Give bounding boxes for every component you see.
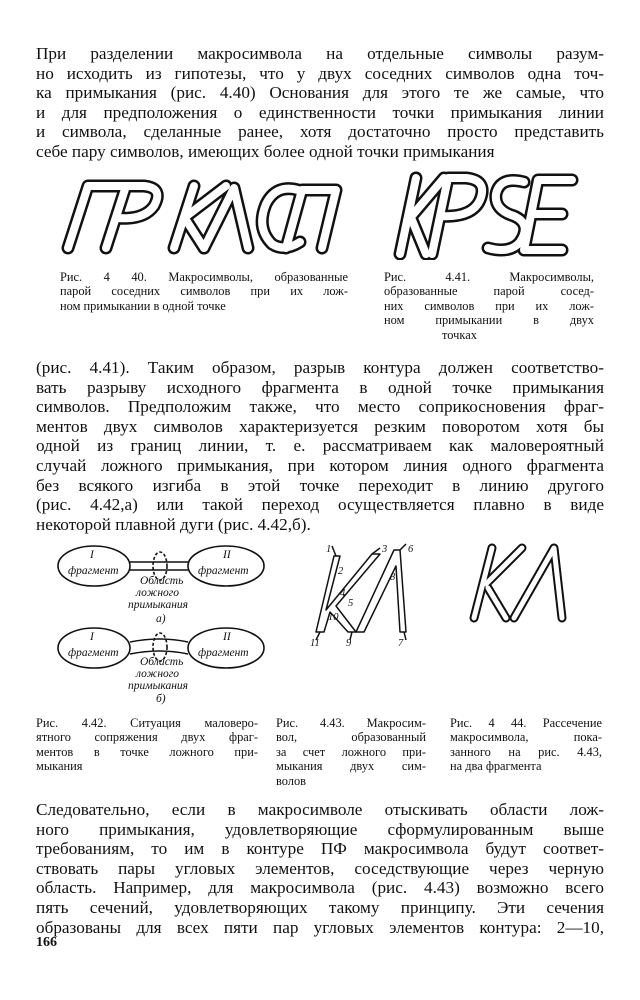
arrow-6 [400, 544, 406, 550]
text-line: некоторой плавной дуги (рис. 4.42,б). [36, 514, 311, 534]
caption-figure-4-40 [60, 270, 348, 313]
text-line: вать разрыву исходного фрагмента в одной точке примыкания [36, 377, 604, 397]
region-label-b-1: Область [140, 656, 184, 668]
fragment-roman-1-b: I [90, 631, 94, 643]
text-line: область. Например, для макросимвола (рис. 4.43) возможно всего [36, 878, 604, 898]
caption-line: Рис. 4 44. Рассечение [450, 716, 602, 730]
caption-line: ном примыкании в одной точке [60, 298, 226, 313]
label-7: 7 [398, 638, 404, 648]
text-line: При разделении макросимвола на отдельные символы разум- [36, 44, 604, 63]
label-8: 8 [390, 572, 396, 583]
caption-figure-4-43 [276, 716, 426, 788]
region-label-b-3: примыкания [128, 680, 189, 692]
caption-line: занного на рис. 4.43, [450, 744, 602, 759]
text-line: (рис. 4.41). Таким образом, разрыв контура должен соответство- [36, 358, 604, 377]
caption-line: вол, образованный [276, 730, 426, 745]
text-line: ного примыкания, удовлетворяющие сформулированным выше [36, 819, 604, 839]
fragment-k-leg-inner [488, 588, 506, 618]
figure-4-44-drawing [462, 540, 582, 630]
label-11: 11 [310, 638, 320, 648]
region-label-a-1: Область [140, 575, 184, 587]
arrow-7 [404, 632, 406, 640]
caption-line: волов [276, 773, 307, 788]
fragment-label-a-right: фрагмент [198, 565, 249, 577]
caption-line: Рис. 4 40. Макросимволы, образованные [60, 270, 348, 284]
text-line: себе пару символов, имеющих более одной точки примыкания [36, 141, 495, 161]
fragment-label-b-right: фрагмент [198, 647, 249, 659]
label-4: 4 [340, 588, 346, 599]
text-line: и символа, сделанные ранее, хотя достаточно просто представить [36, 122, 604, 142]
fragment-label-b-left: фрагмент [68, 647, 119, 659]
caption-line: на два фрагмента [450, 759, 542, 774]
label-9: 9 [346, 638, 352, 648]
arrow-3 [372, 548, 380, 554]
page-number: 166 [36, 935, 57, 950]
caption-figure-4-44 [450, 716, 602, 774]
caption-line: Рис. 4.41. Макросимволы, [384, 270, 594, 284]
caption-line: макросимвола, пока- [450, 730, 602, 745]
label-1: 1 [326, 544, 332, 555]
figure-4-40-41-drawing [36, 168, 604, 260]
caption-line: мыкания [36, 759, 83, 774]
region-label-a-2: ложного [136, 587, 180, 599]
label-10: 10 [328, 612, 339, 623]
macrosymbol-inner-group [68, 178, 572, 254]
caption-line: парой соседних символов при их лож- [60, 284, 348, 299]
text-line: символов. Предположим также, что место соприкосновения фраг- [36, 397, 604, 417]
caption-line: точках [442, 327, 477, 342]
region-label-a-3: примыкания [128, 599, 189, 611]
fragment-roman-2-a: II [223, 549, 231, 561]
text-line: ментов двух символов характеризуется резким поворотом хотя бы [36, 416, 604, 436]
text-line: одной из границ линии, т. е. рассматриваем как маловероятный [36, 436, 604, 456]
caption-line: за счет ложного при- [276, 744, 426, 759]
label-3: 3 [382, 544, 388, 555]
text-line: (рис. 4.42,а) или такой переход осуществляется плавно в виде [36, 495, 604, 515]
connector-arc-b-top [130, 639, 188, 642]
figure-4-43-diagram [306, 540, 432, 648]
connector-arc-b-bottom [130, 651, 188, 654]
paragraph-2 [36, 358, 604, 534]
label-2: 2 [338, 566, 344, 577]
text-line: Следовательно, если в макросимволе отыскивать области лож- [36, 800, 604, 819]
macrosymbol-l-contour [356, 550, 406, 632]
subfigure-label-a: а) [156, 613, 166, 625]
text-line: ствовать пары угловых элементов, соседствующие через черную [36, 858, 604, 878]
fragment-label-a-left: фрагмент [68, 565, 119, 577]
figure-4-42-diagram [30, 536, 280, 706]
text-line: пять сечений, удовлетворяющих такому принципу. Эти сечения [36, 897, 604, 917]
caption-line: ментов в точке ложного при- [36, 744, 258, 759]
paragraph-3 [36, 800, 604, 937]
fragment-roman-1-a: I [90, 549, 94, 561]
caption-line: образованные парой сосед- [384, 284, 594, 299]
caption-line: ятного сопряжения двух фраг- [36, 730, 258, 745]
text-line: случай ложного примыкания, при котором линия одного фрагмента [36, 455, 604, 475]
caption-figure-4-41 [384, 270, 594, 342]
region-label-b-2: ложного [136, 668, 180, 680]
label-5: 5 [348, 598, 354, 609]
caption-line: Рис. 4.42. Ситуация маловеро- [36, 716, 258, 730]
text-line: ка примыкания (рис. 4.40) Основания для этого те же самые, что [36, 83, 604, 103]
text-line: образованы для всех пяти пар угловых элементов контура: 2—10, [36, 917, 604, 937]
text-line: требованиям, то им в контуре ПФ макросимвола будут соответ- [36, 839, 604, 859]
paragraph-1 [36, 44, 604, 162]
caption-figure-4-42 [36, 716, 258, 774]
caption-line: мыкания двух сим- [276, 759, 426, 774]
caption-line: них символов при их лож- [384, 298, 594, 313]
arrow-1 [332, 546, 336, 556]
caption-line: Рис. 4.43. Макросим- [276, 716, 426, 730]
text-line: без всякого изгиба в этой точке переходит в линию другого [36, 475, 604, 495]
text-line: и для предположения о единственности точки примыкания линии [36, 102, 604, 122]
fragment-roman-2-b: II [223, 631, 231, 643]
subfigure-label-b: б) [156, 693, 166, 705]
text-line: но исходить из гипотезы, что у двух соседних символов одна точ- [36, 63, 604, 83]
glyph-S2-inner [488, 181, 525, 251]
label-6: 6 [408, 544, 414, 555]
caption-line: ном примыкании в двух [384, 313, 594, 328]
